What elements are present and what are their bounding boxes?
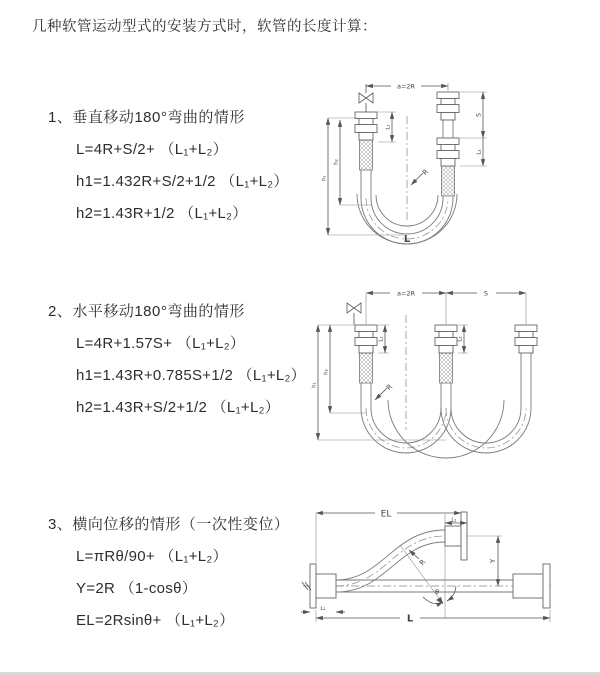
dim-label-a2r: a=2R <box>396 289 416 298</box>
braid-left <box>360 353 373 383</box>
radius-leader <box>375 383 394 400</box>
length-label: L <box>403 234 411 245</box>
section1-formula-h2: h2=1.43R+1/2 （L₁+L₂） <box>76 205 248 222</box>
dim-label-h2: h₂ <box>333 159 340 165</box>
diagram-horizontal-180-bend <box>300 280 585 465</box>
flange-fitting-left <box>355 325 377 353</box>
valve-icon <box>347 303 361 325</box>
diagram-vertical-180-bend <box>300 70 572 262</box>
section1-formula-L: L=4R+S/2+ （L₁+L₂） <box>76 141 228 158</box>
hose-centerline-curve <box>336 536 445 586</box>
dimension-s <box>446 290 526 298</box>
dimension-l2 <box>460 138 487 166</box>
radius-label: R <box>418 557 428 567</box>
page-title: 几种软管运动型式的安装方式时，软管的长度计算： <box>32 19 377 35</box>
dim-label-h1: h₁ <box>321 175 328 181</box>
dimension-l2 <box>458 325 469 353</box>
dimension-s <box>460 92 487 138</box>
dim-label-l2: L₂ <box>476 149 483 155</box>
braid-middle <box>440 353 453 383</box>
dim-label-l2: L₂ <box>457 336 464 342</box>
diagram-lateral-displacement <box>295 500 595 655</box>
dimension-a2r <box>366 83 448 92</box>
dim-label-el: EL <box>380 509 392 520</box>
section2-formula-h2: h2=1.43R+S/2+1/2 （L₁+L₂） <box>76 399 281 416</box>
dim-label-l1-bottom: L₁ <box>320 606 326 612</box>
extension-lines-top <box>366 294 526 324</box>
section3-formula-L: L=πRθ/90+ （L₁+L₂） <box>76 548 228 565</box>
valve-icon <box>359 84 373 112</box>
dim-label-a2r: a=2R <box>396 82 416 91</box>
dim-label-s: S <box>483 289 489 298</box>
radius-label: R <box>385 382 395 392</box>
flange-fitting-right-upper <box>437 92 459 120</box>
dimension-y <box>467 536 502 586</box>
dim-label-l: L <box>406 613 414 625</box>
section3-formula-EL: EL=2Rsinθ+ （L₁+L₂） <box>76 612 235 629</box>
section2-formula-h1: h1=1.43R+0.785S+1/2 （L₁+L₂） <box>76 367 306 384</box>
dimension-l1 <box>378 112 396 142</box>
dim-label-l1: L₁ <box>385 124 392 130</box>
radius-label: R <box>421 167 431 177</box>
dimension-l1 <box>378 325 389 353</box>
dimension-l1-bottom <box>301 606 345 612</box>
dimension-l <box>316 610 550 625</box>
section2-heading: 2、水平移动180°弯曲的情形 <box>48 303 245 320</box>
radius-leader <box>411 168 430 185</box>
angle-label: θ <box>435 588 439 596</box>
flange-fitting-left <box>355 112 377 140</box>
dim-label-h2: h₂ <box>323 369 330 375</box>
flange-fitting-right-moved <box>515 325 537 353</box>
section3-heading: 3、横向位移的情形（一次性变位） <box>48 516 290 533</box>
dim-label-l1: L₁ <box>378 336 385 342</box>
braid-right <box>442 166 455 196</box>
dim-label-h1: h₁ <box>311 382 318 388</box>
flange-fitting-right-lower <box>437 138 459 166</box>
dim-label-l1-top: L₁ <box>451 517 457 524</box>
section3-formula-Y: Y=2R （1-cosθ） <box>76 580 198 597</box>
braid-left <box>360 140 373 170</box>
flange-left <box>310 564 336 608</box>
dimension-a2r <box>366 290 446 298</box>
flange-right-original <box>513 564 550 608</box>
dim-label-s: S <box>475 113 483 117</box>
flange-fitting-middle <box>435 325 457 353</box>
section1-formula-h1: h1=1.432R+S/2+1/2 （L₁+L₂） <box>76 173 289 190</box>
section1-heading: 1、垂直移动180°弯曲的情形 <box>48 109 245 126</box>
dim-label-y: Y <box>489 558 497 564</box>
section2-formula-L: L=4R+1.57S+ （L₁+L₂） <box>76 335 246 352</box>
